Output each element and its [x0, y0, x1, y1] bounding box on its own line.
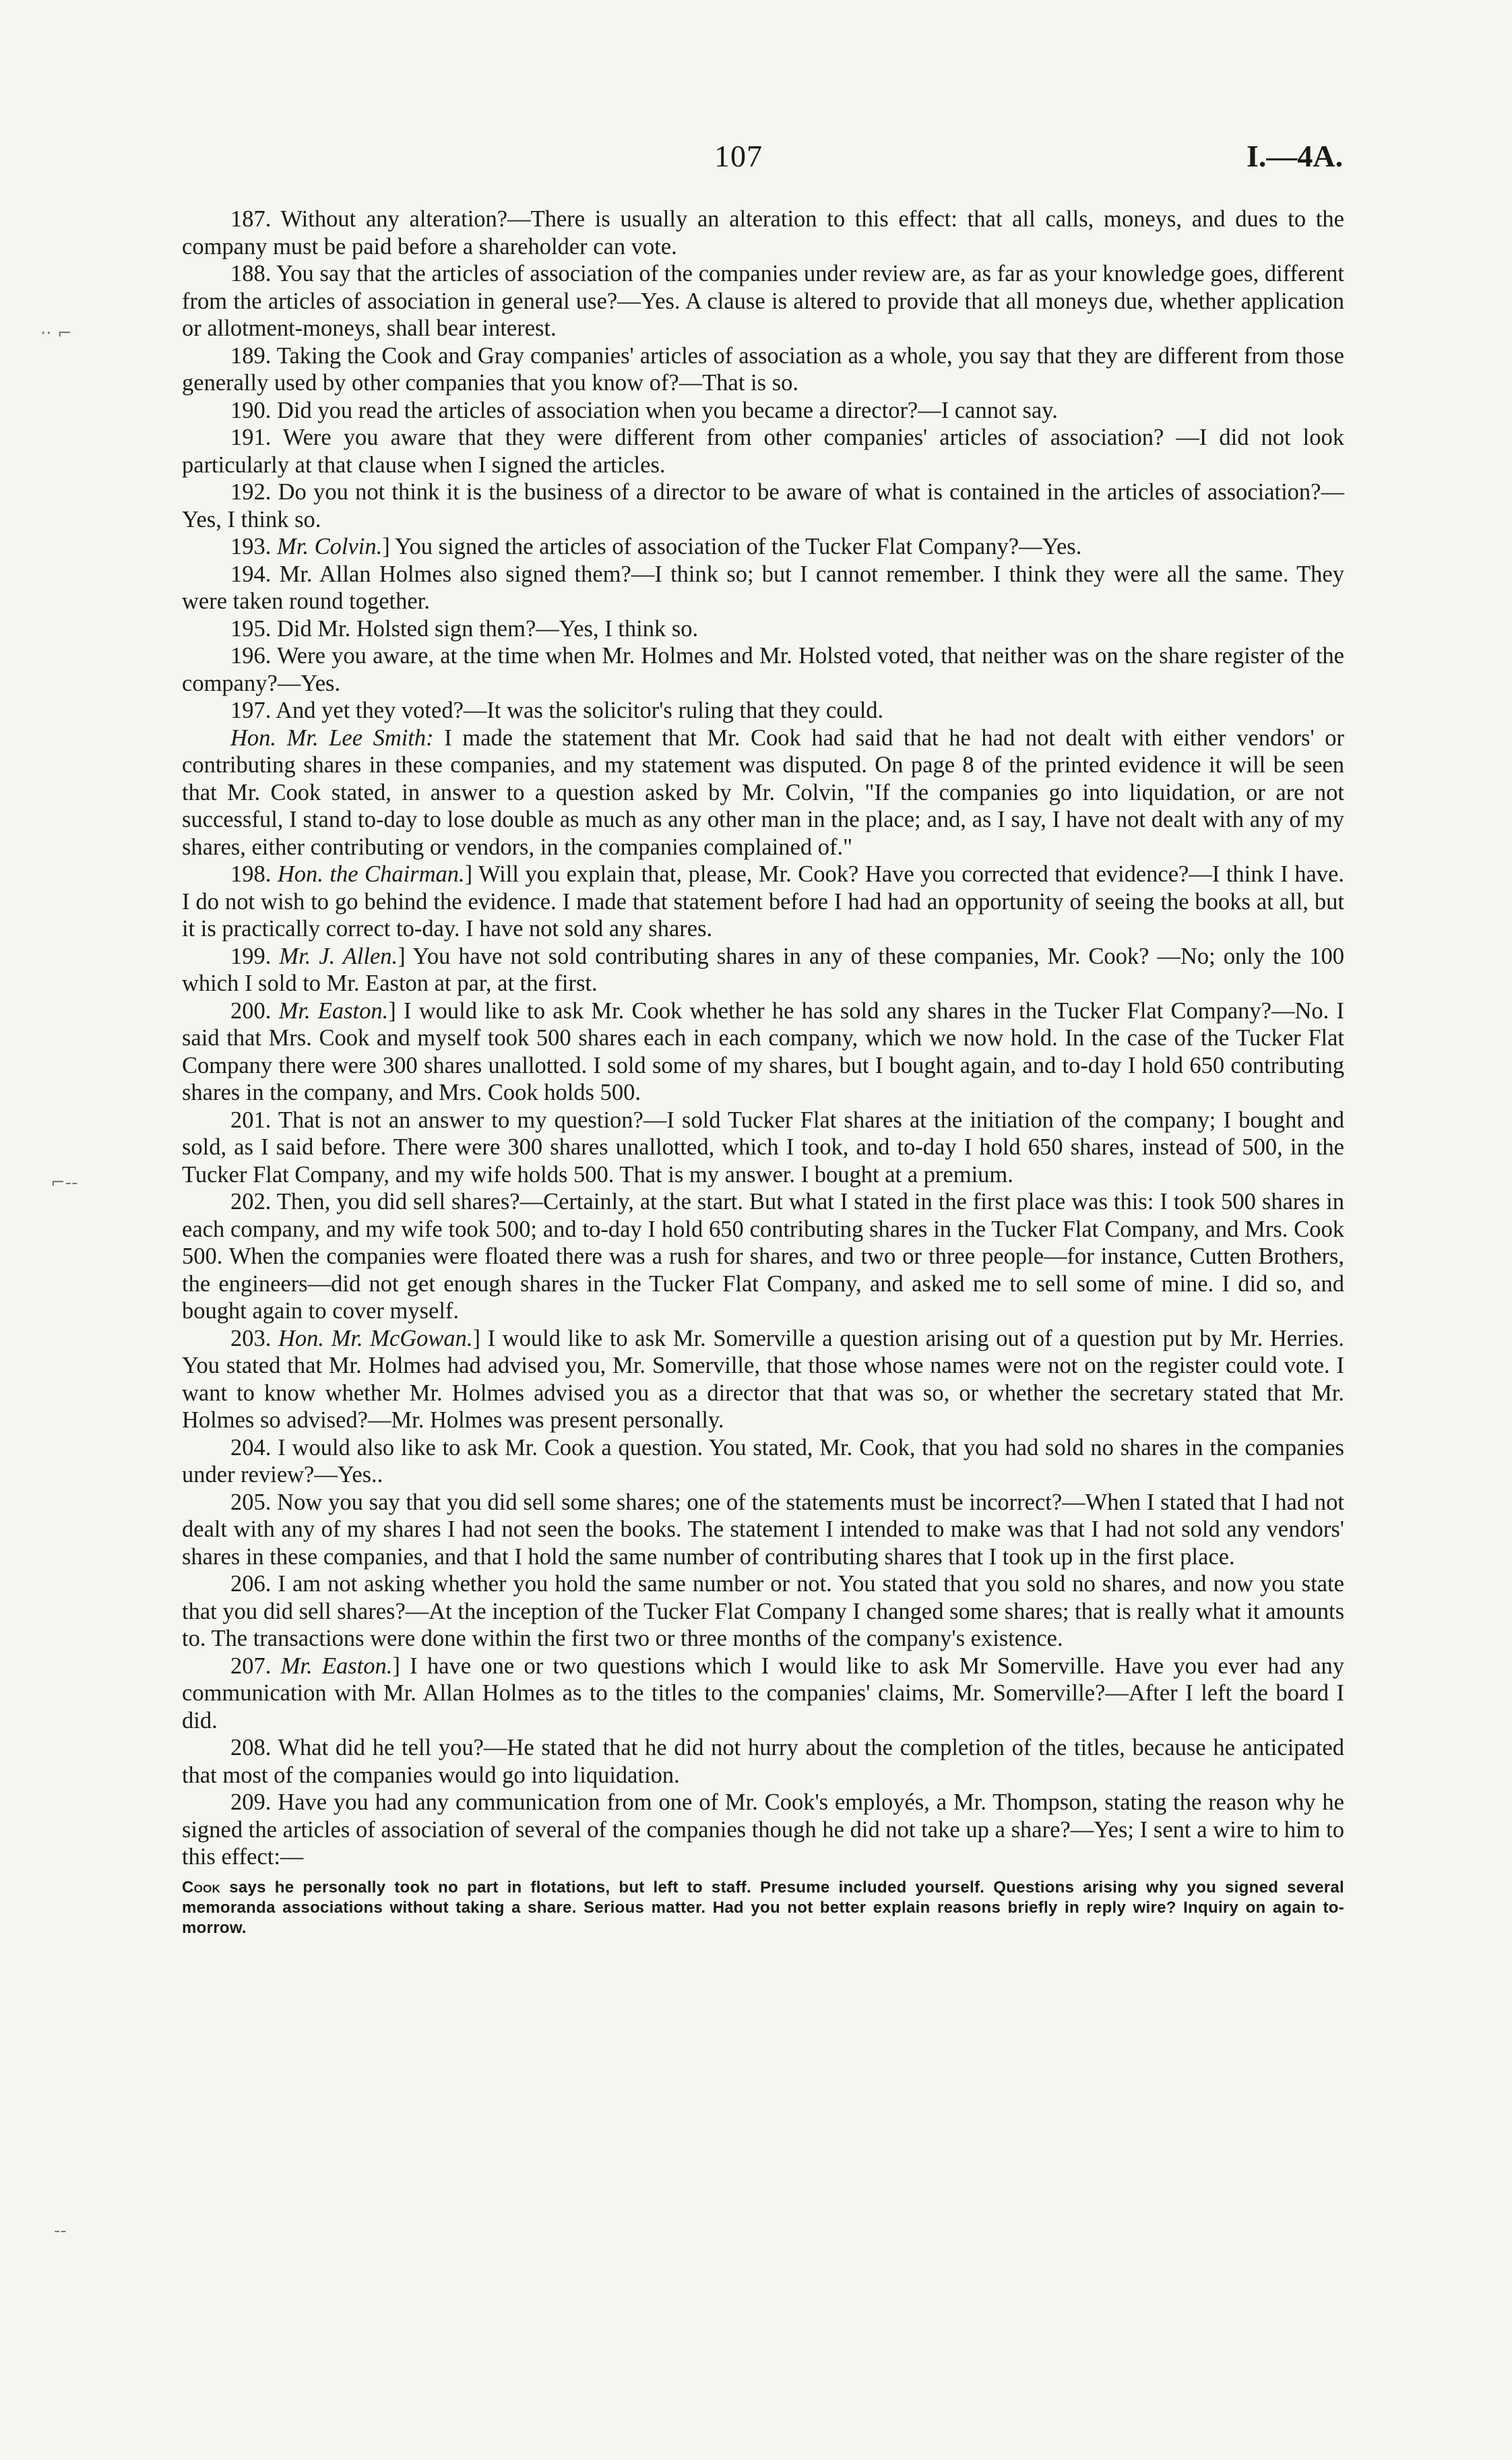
- paragraph-209: 209. Have you had any communication from one of Mr. Cook's employés, a Mr. Thompson, stating the reason why he signed the articles of association of several of the companies though he did not take up a share?—Yes; I sent a wire to him to this effect:—: [182, 1789, 1344, 1870]
- paragraph-text: ] I have one or two questions which I would like to ask Mr Somerville. Have you ever had any communication with Mr. Allan Holmes as to the titles to the companies' claims, Mr. Somerville?—After I left the board I did.: [182, 1653, 1344, 1733]
- report-reference: I.—4A.: [1247, 139, 1344, 173]
- question-number: 200.: [230, 997, 272, 1024]
- question-number: 198.: [230, 861, 272, 887]
- speaker-name: Hon. the Chairman.: [277, 861, 465, 887]
- paragraph-188: 188. You say that the articles of association of the companies under review are, as far as your knowledge goes, different from the articles of association in general use?—Yes. A clause is altered to provide that all moneys due, whether application or allotment-moneys, shall bear interest.: [182, 261, 1344, 341]
- paragraph-198: [182, 861, 1344, 943]
- paragraph-195: 195. Did Mr. Holsted sign them?—Yes, I think so.: [230, 615, 699, 642]
- paragraph-200: [182, 997, 1344, 1107]
- paragraph-203: [182, 1325, 1344, 1434]
- margin-pencil-mark: ⌐-‐: [51, 1173, 78, 1193]
- paragraph-199: [182, 943, 1344, 997]
- paragraph-191: 191. Were you aware that they were different from other companies' articles of association? —I did not look particularly at that clause when I signed the articles.: [182, 425, 1344, 478]
- paragraph-text: I made the statement that Mr. Cook had said that he had not dealt with either vendors' or contributing shares in these companies, and my statement was disputed. On page 8 of the printed evidence it will be seen that Mr. Cook stated, in answer to a question asked by Mr. Colvin, "If the companies go into liquidation, or are not successful, I stand to-day to lose double as much as any other man in the place; and, as I say, I have not dealt with any of my shares, either contributing or vendors, in the companies complained of.": [182, 725, 1344, 860]
- telegram-sender: Cook: [182, 1878, 221, 1897]
- telegram-body: says he personally took no part in flotations, but left to staff. Presume included yourself. Questions arising why you signed several memoranda associations without taking a share. Serious matter. Had you not better explain reasons briefly in reply wire? Inquiry on again to-morrow.: [182, 1878, 1344, 1937]
- paragraph-text: ] You signed the articles of association of the Tucker Flat Company?—Yes.: [382, 534, 1082, 559]
- page-header: [0, 138, 1512, 179]
- speaker-name: Mr. Easton.: [278, 997, 389, 1024]
- paragraph-text: ] I would like to ask Mr. Somerville a question arising out of a question put by Mr. Herries. You stated that Mr. Holmes had advised you, Mr. Somerville, that those whose names were not on the register could vote. I want to know whether Mr. Holmes advised you as a director that that was so, or whether the secretary stated that Mr. Holmes so advised?—Mr. Holmes was present personally.: [182, 1325, 1345, 1433]
- paragraph-207: [182, 1653, 1344, 1735]
- paragraph-190: 190. Did you read the articles of association when you became a director?—I cannot say.: [230, 397, 1058, 423]
- paragraph-206: 206. I am not asking whether you hold the same number or not. You stated that you sold no shares, and now you state that you did sell shares?—At the inception of the Tucker Flat Company I changed some shares; that is really what it amounts to. The transactions were done within the first two or three months of the company's existence.: [182, 1571, 1344, 1651]
- speaker-name: Mr. Colvin.: [277, 534, 383, 559]
- paragraph-lee-smith-statement: [182, 725, 1344, 861]
- paragraph-205: 205. Now you say that you did sell some shares; one of the statements must be incorrect?—When I stated that I had not dealt with any of my shares I had not seen the books. The statement I intended to make was that I had not sold any vendors' shares in these companies, and that I hold the same number of contributing shares that I took up in the first place.: [182, 1489, 1344, 1570]
- question-number: 199.: [230, 943, 272, 969]
- paragraph-208: 208. What did he tell you?—He stated that he did not hurry about the completion of the titles, because he anticipated that most of the companies would go into liquidation.: [182, 1735, 1344, 1788]
- paragraph-187: 187. Without any alteration?—There is usually an alteration to this effect: that all calls, moneys, and dues to the company must be paid before a shareholder can vote.: [182, 206, 1344, 259]
- paragraph-194: 194. Mr. Allan Holmes also signed them?—I think so; but I cannot remember. I think they were all the same. They were taken round together.: [182, 561, 1344, 614]
- paragraph-202: 202. Then, you did sell shares?—Certainly, at the start. But what I stated in the first place was this: I took 500 shares in each company, and my wife took 500; and to-day I hold 650 contributing shares in the Tucker Flat Company, and Mrs. Cook 500. When the companies were floated there was a rush for shares, and two or three people—for instance, Cutten Brothers, the engineers—did not get enough shares in the Tucker Flat Company, and asked me to sell some of mine. I did so, and bought again to cover myself.: [182, 1189, 1344, 1324]
- paragraph-204: 204. I would also like to ask Mr. Cook a question. You stated, Mr. Cook, that you had sold no shares in the companies under review?—Yes..: [182, 1434, 1344, 1487]
- margin-pencil-mark: -‐: [54, 2221, 67, 2241]
- paragraph-text: ] You have not sold contributing shares in any of these companies, Mr. Cook? —No; only the 100 which I sold to Mr. Easton at par, at the first.: [182, 943, 1344, 996]
- paragraph-197: 197. And yet they voted?—It was the solicitor's ruling that they could.: [230, 698, 884, 723]
- speaker-name: Hon. Mr. Lee Smith:: [230, 725, 434, 751]
- speaker-name: Mr. Easton.: [280, 1653, 393, 1679]
- question-number: 207.: [230, 1653, 272, 1679]
- paragraph-192: 192. Do you not think it is the business of a director to be aware of what is contained in the articles of association?—Yes, I think so.: [182, 479, 1344, 532]
- question-number: 203.: [230, 1325, 272, 1351]
- speaker-name: Hon. Mr. McGowan.: [278, 1325, 473, 1351]
- paragraph-193: [182, 533, 1344, 561]
- margin-pencil-mark: ·· ⌐: [40, 324, 72, 344]
- paragraph-201: 201. That is not an answer to my question?—I sold Tucker Flat shares at the initiation of the company; I bought and sold, as I said before. There were 300 shares unallotted, which I took, and to-day I hold 650 shares, instead of 500, in the Tucker Flat Company, and my wife holds 500. That is my answer. I bought at a premium.: [182, 1107, 1344, 1188]
- question-number: 193.: [230, 534, 272, 559]
- evidence-text: [182, 206, 1344, 1938]
- paragraph-196: 196. Were you aware, at the time when Mr. Holmes and Mr. Holsted voted, that neither was on the share register of the company?—Yes.: [182, 643, 1344, 696]
- telegram-text: [182, 1878, 1344, 1938]
- speaker-name: Mr. J. Allen.: [279, 943, 398, 969]
- paragraph-text: ] I would like to ask Mr. Cook whether he has sold any shares in the Tucker Flat Company?—No. I said that Mrs. Cook and myself took 500 shares each in each company, which we now hold. In the case of the Tucker Flat Company there were 300 shares unallotted. I sold some of my shares, but I bought again, and to-day I hold 650 contributing shares in the company, and Mrs. Cook holds 500.: [182, 997, 1344, 1105]
- paragraph-189: 189. Taking the Cook and Gray companies' articles of association as a whole, you say that they are different from those generally used by other companies that you know of?—That is so.: [182, 342, 1344, 396]
- paragraph-text: ] Will you explain that, please, Mr. Cook? Have you corrected that evidence?—I think I have. I do not wish to go behind the evidence. I made that statement before I had had an opportunity of seeing the books at all, but it is practically correct to-day. I have not sold any shares.: [182, 861, 1344, 942]
- page-number: 107: [714, 139, 763, 173]
